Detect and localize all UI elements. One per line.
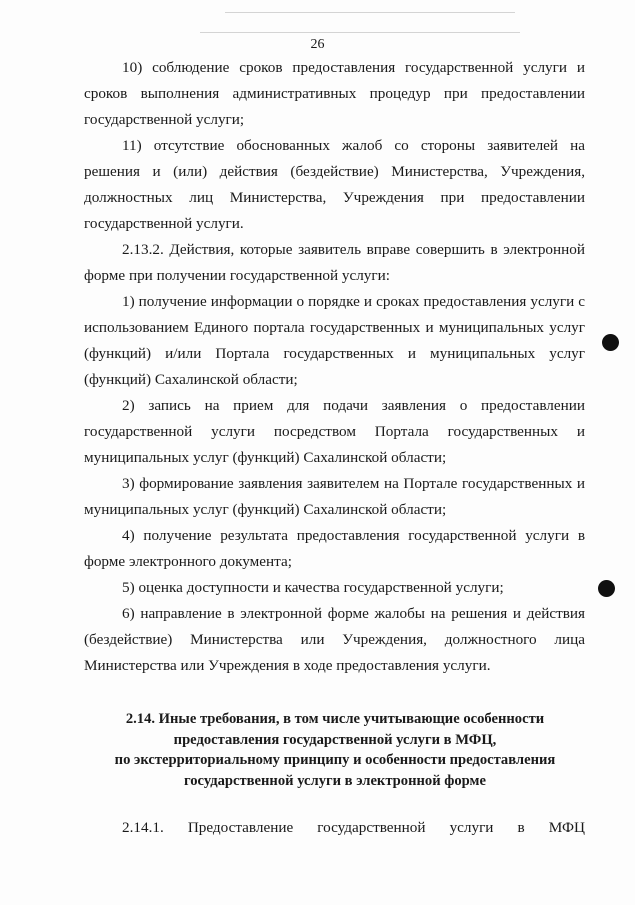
paragraph-list-item-4: 4) получение результата предоставления государственной услуги в форме электронного документа; — [84, 527, 585, 570]
section-heading-line: 2.14. Иные требования, в том числе учитывающие особенности — [125, 711, 545, 727]
paragraph-item-10: 10) соблюдение сроков предоставления государственной услуги и сроков выполнения административных процедур при предоставлении государственной услуги; — [84, 59, 585, 128]
punch-hole-mark — [602, 334, 619, 351]
paragraph-list-item-1: 1) получение информации о порядке и сроках предоставления услуги с использованием Единого портала государственных и муниципальных услуг (функций) и/или Портала государственных и муниципальных услуг (функций) Сахалинской области; — [84, 293, 585, 388]
section-heading-line: предоставления государственной услуги в МФЦ, — [173, 731, 497, 748]
section-heading-line: по экстерриториальному принципу и особенности предоставления — [114, 752, 556, 768]
punch-hole-mark — [598, 580, 615, 597]
paragraph-list-item-3: 3) формирование заявления заявителем на Портале государственных и муниципальных услуг (функций) Сахалинской области; — [84, 475, 585, 518]
word: 2.14.1. — [122, 819, 164, 836]
scan-artifact — [225, 12, 515, 13]
word: услуги — [449, 819, 494, 836]
section-heading-line: государственной услуги в электронной форме — [184, 772, 486, 789]
section-heading-2-14 — [100, 709, 570, 791]
paragraph-2-13-2: 2.13.2. Действия, которые заявитель вправе совершить в электронной форме при получении государственной услуги: — [84, 241, 585, 284]
paragraph-2-14-1-start — [122, 815, 585, 841]
page-number: 26 — [310, 37, 325, 52]
paragraph-list-item-5: 5) оценка доступности и качества государственной услуги; — [122, 579, 504, 596]
paragraph-list-item-6: 6) направление в электронной форме жалобы на решения и действия (бездействие) Министерства или Учреждения, должностного лица Министерства или Учреждения в ходе предоставления услуги. — [84, 605, 585, 674]
paragraph-item-11: 11) отсутствие обоснованных жалоб со стороны заявителей на решения и (или) действия (бездействие) Министерства, Учреждения, должностных лиц Министерства, Учреждения при предоставлении государственной услуги. — [84, 137, 585, 232]
word: государственной — [317, 819, 426, 836]
scan-artifact — [200, 32, 520, 33]
word: МФЦ — [548, 819, 585, 836]
paragraph-list-item-2: 2) запись на прием для подачи заявления о предоставлении государственной услуги посредством Портала государственных и муниципальных услуг (функций) Сахалинской области; — [84, 397, 585, 466]
word: в — [517, 819, 525, 836]
word: Предоставление — [187, 819, 294, 836]
